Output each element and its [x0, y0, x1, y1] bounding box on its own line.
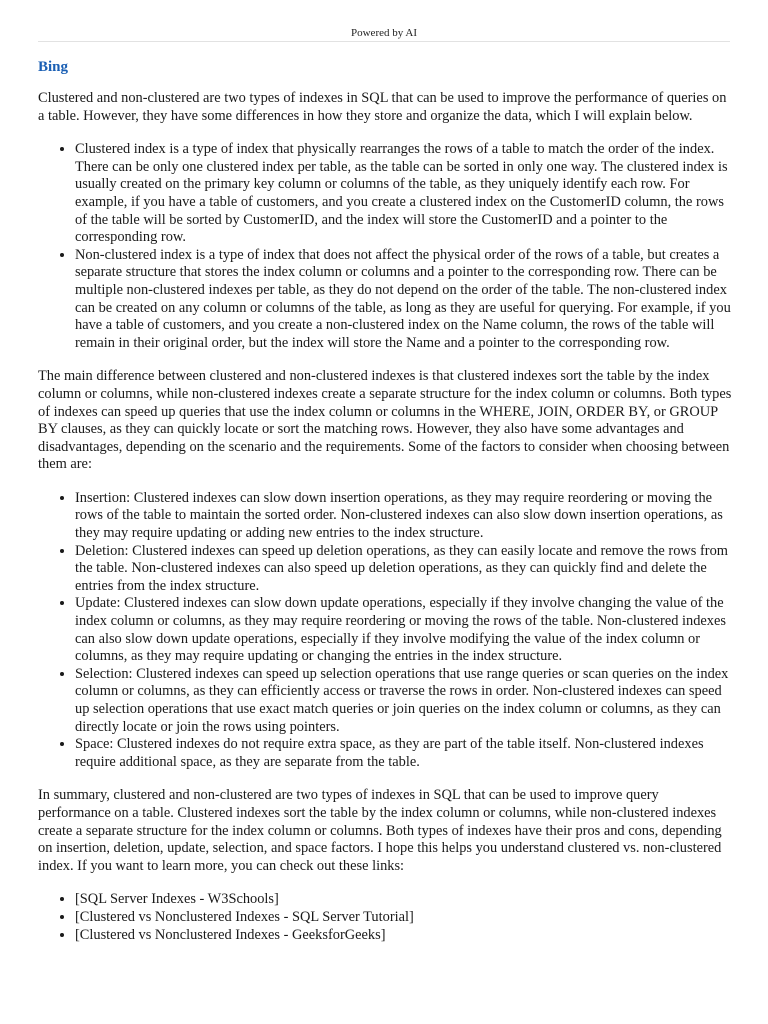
response-content — [38, 58, 732, 960]
list-item-selection: • Selection: Clustered indexes can speed up selection operations that use range queries or scan queries on the index column or columns, as they can efficiently access or traverse the rows in order. Non-clustered indexes can speed up selection operations that use exact match queries or join queries on the index column or columns, as they can directly locate or join the rows using pointers. — [75, 666, 732, 736]
list-item-insertion: • Insertion: Clustered indexes can slow down insertion operations, as they may require reordering or moving the rows of the table to maintain the sorted order. Non-clustered indexes can also slow down insertion operations, as they may require updating or adding new entries to the index structure. — [75, 490, 732, 543]
link-w3schools[interactable]: • [SQL Server Indexes - W3Schools] — [75, 891, 732, 909]
link-geeksforgeeks[interactable]: • [Clustered vs Nonclustered Indexes - GeeksforGeeks] — [75, 927, 732, 945]
list-item-clustered-index: • Clustered index is a type of index that physically rearranges the rows of a table to match the order of the index. There can be only one clustered index per table, as the table can be sorted in only one way. The clustered index is usually created on the primary key column or columns of the table, as they uniquely identify each row. For example, if you have a table of customers, and you create a clustered index on the CustomerID column, the rows of the table will be sorted by CustomerID, and the index will store the CustomerID and a pointer to the corresponding row. — [75, 141, 732, 247]
list-item-update: • Update: Clustered indexes can slow down update operations, especially if they involve changing the value of the index column or columns, as they may require reordering or moving the rows of the table. Non-clustered indexes can also slow down update operations, especially if they involve modifying the value of the index column or columns, as they may require updating or changing the entries in the index structure. — [75, 595, 732, 665]
intro-paragraph: Clustered and non-clustered are two types of indexes in SQL that can be used to improve the performance of queries on a table. However, they have some differences in how they store and organize the data, which I will explain below. — [38, 90, 727, 124]
link-sql-server-tutorial[interactable]: • [Clustered vs Nonclustered Indexes - SQL Server Tutorial] — [75, 909, 732, 927]
links-list — [38, 891, 732, 944]
summary-paragraph: In summary, clustered and non-clustered are two types of indexes in SQL that can be used to improve query performance on a table. Clustered indexes sort the table by the index column or columns, while non-clustered indexes create a separate structure for the index column or columns. Both types of indexes have their pros and cons, depending on insertion, deletion, update, selection, and space factors. I hope this helps you understand clustered vs. non-clustered index. If you want to learn more, you can check out these links: — [38, 787, 722, 874]
definitions-list — [38, 141, 732, 352]
factors-list — [38, 490, 732, 772]
list-item-deletion: • Deletion: Clustered indexes can speed up deletion operations, as they can easily locate and remove the rows from the table. Non-clustered indexes can also speed up deletion operations, as they can quickly find and delete the entries from the index structure. — [75, 543, 732, 596]
powered-by-label: Powered by AI — [351, 27, 417, 39]
page-header — [38, 26, 730, 42]
difference-paragraph: The main difference between clustered and non-clustered indexes is that clustered indexes sort the table by the index column or columns, while non-clustered indexes create a separate structure for the index column or columns. Both types of indexes can speed up queries that use the index column or columns in the WHERE, JOIN, ORDER BY, or GROUP BY clauses, as they can quickly locate or sort the matching rows. However, they also have some advantages and disadvantages, depending on the scenario and the requirements. Some of the factors to consider when choosing between them are: — [38, 368, 732, 473]
list-item-space: • Space: Clustered indexes do not require extra space, as they are part of the table itself. Non-clustered indexes require additional space, as they are separate from the table. — [75, 736, 732, 771]
list-item-non-clustered-index: • Non-clustered index is a type of index that does not affect the physical order of the rows of a table, but creates a separate structure that stores the index column or columns and a pointer to the corresponding row. There can be multiple non-clustered indexes per table, as they do not depend on the order of the table. The non-clustered index can be created on any column or columns of the table, as long as they are useful for querying. For example, if you have a table of customers, and you create a non-clustered index on the Name column, the rows of the table will remain in their original order, but the index will store the Name and a pointer to the corresponding row. — [75, 247, 732, 353]
brand-title: Bing — [38, 59, 69, 75]
